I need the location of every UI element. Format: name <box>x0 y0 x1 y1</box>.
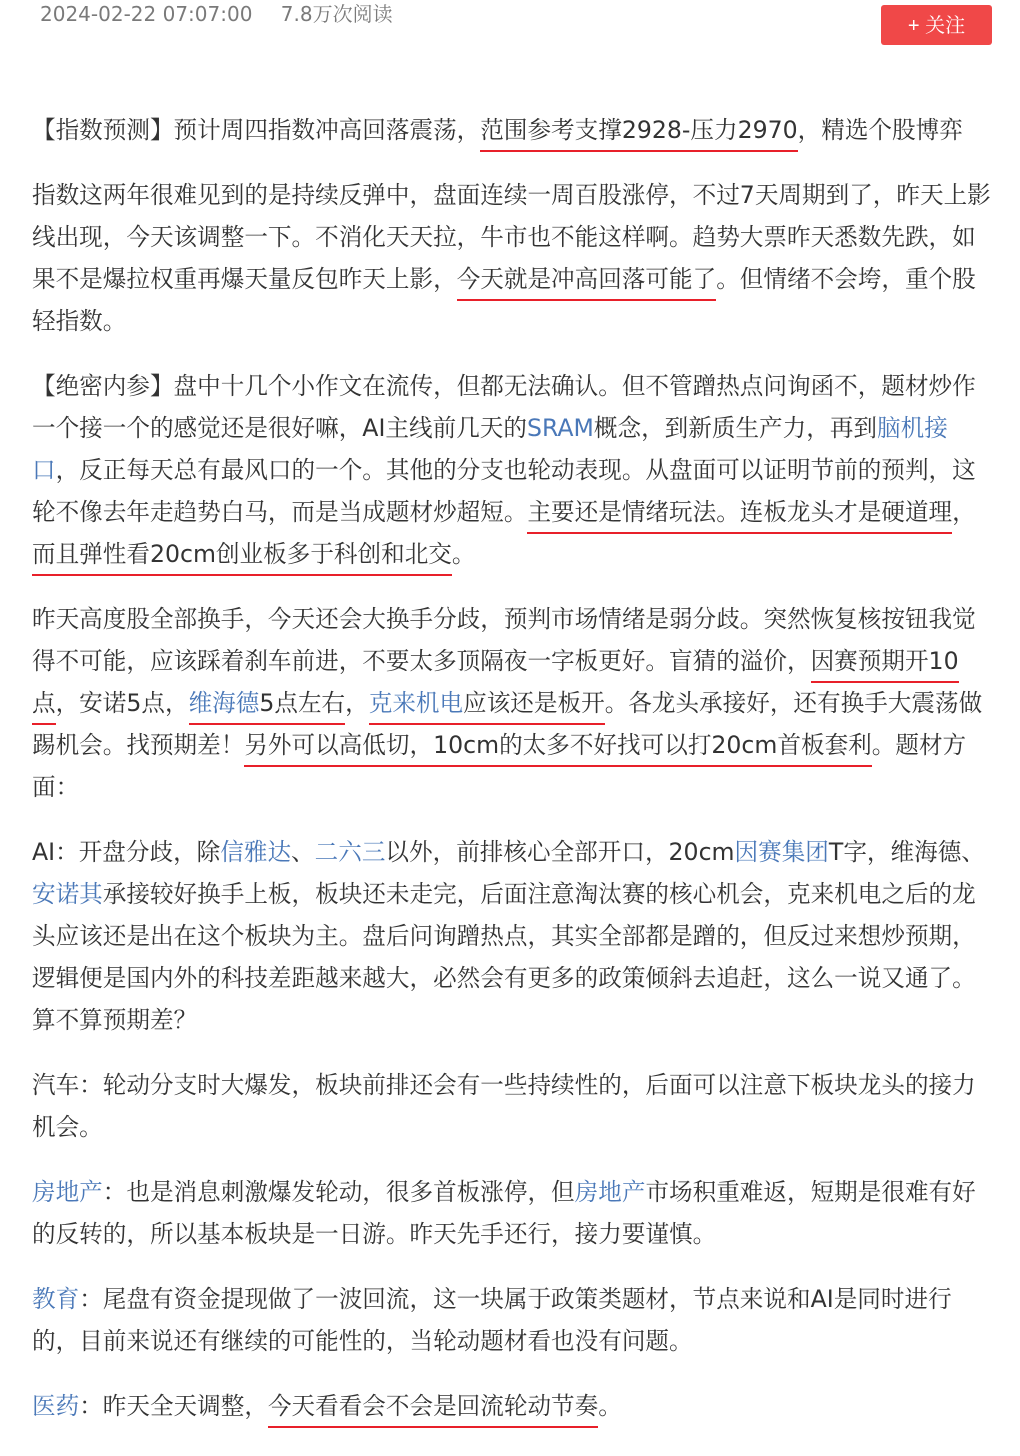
paragraph-text: 市场积重难返，短期是很难有好的反转的，所以基本板块是一日游。昨天先手还行，接力要谨慎。 <box>32 1178 976 1248</box>
article-paragraph <box>32 1278 994 1362</box>
view-count: 7.8万次阅读 <box>280 2 393 26</box>
stock-link[interactable]: 房地产 <box>574 1178 646 1206</box>
stock-link[interactable]: 克来机电 <box>369 689 463 725</box>
paragraph-text: ， <box>952 498 976 526</box>
highlighted-text: 今天看看会不会是回流轮动节奏 <box>268 1392 598 1428</box>
paragraph-text: ：尾盘有资金提现做了一波回流，这一块属于政策类题材，节点来说和AI是同时进行的，目前来说还有继续的可能性的，当轮动题材看也没有问题。 <box>32 1285 952 1355</box>
paragraph-text: 【绝密内参】盘中十几个小作文在流传，但都无法确认。但不管蹭热点问询函不，题材炒作一个接一个的感觉还是很好嘛，AI主线前几天的 <box>32 372 976 442</box>
article-paragraph <box>32 831 994 1041</box>
highlighted-text: 范围参考支撑2928-压力2970 <box>480 116 797 152</box>
article-meta <box>40 0 415 28</box>
paragraph-text: 。 <box>598 1392 622 1420</box>
highlighted-text: 应该还是板开 <box>463 689 605 725</box>
follow-button[interactable]: + 关注 <box>881 5 992 45</box>
paragraph-text: 指数这两年很难见到的是持续反弹中，盘面连续一周百股涨停，不过7天周期到了，昨天上影线出现，今天该调整一下。不消化天天拉，牛市也不能这样啊。趋势大票昨天悉数先跌，如果不是爆拉权重再爆天量反包昨天上影， <box>32 181 991 293</box>
paragraph-text: 。各龙头承接好，还有换手大震荡做踢机会。找预期差！ <box>32 689 983 759</box>
highlighted-text: 另外可以高低切，10cm的太多不好找可以打20cm首板套利 <box>244 731 871 767</box>
article-body <box>32 109 994 1450</box>
stock-link[interactable]: 信雅达 <box>220 838 292 866</box>
paragraph-text: ：也是消息刺激爆发轮动，很多首板涨停，但 <box>102 1178 575 1206</box>
paragraph-text: 汽车：轮动分支时大爆发，板块前排还会有一些持续性的，后面可以注意下板块龙头的接力机会。 <box>32 1071 976 1141</box>
paragraph-text: 。但情绪不会垮，重个股轻指数。 <box>32 265 976 335</box>
stock-link[interactable]: SRAM <box>526 414 594 442</box>
paragraph-text: ：昨天全天调整， <box>79 1392 268 1420</box>
article-paragraph <box>32 365 994 575</box>
article-paragraph <box>32 1385 994 1427</box>
highlighted-text: 而且弹性看20cm创业板多于科创和北交 <box>32 540 452 576</box>
paragraph-text: 昨天高度股全部换手，今天还会大换手分歧，预判市场情绪是弱分歧。突然恢复核按钮我觉得不可能，应该踩着刹车前进，不要太多顶隔夜一字板更好。盲猜的溢价， <box>32 605 976 675</box>
paragraph-text: AI：开盘分歧，除 <box>32 838 221 866</box>
paragraph-text: T字，维海德、 <box>828 838 985 866</box>
paragraph-text: ， <box>345 689 369 717</box>
stock-link[interactable]: 安诺其 <box>32 880 103 908</box>
paragraph-text: ，精选个股博弈 <box>797 116 963 144</box>
stock-link[interactable]: 医药 <box>32 1392 80 1420</box>
paragraph-text: 【指数预测】预计周四指数冲高回落震荡， <box>32 116 481 144</box>
article-paragraph <box>32 1064 994 1148</box>
paragraph-text: 承接较好换手上板，板块还未走完，后面注意淘汰赛的核心机会，克来机电之后的龙头应该还是出在这个板块为主。盘后问询蹭热点，其实全部都是蹭的，但反过来想炒预期，逻辑便是国内外的科技差距越来越大，必然会有更多的政策倾斜去追赶，这么一说又通了。算不算预期差？ <box>32 880 976 1034</box>
stock-link[interactable]: 脑机接口 <box>32 414 948 484</box>
highlighted-text: 因赛预期开10点 <box>32 647 959 725</box>
stock-link[interactable]: 教育 <box>32 1285 80 1313</box>
paragraph-text: 。 <box>451 540 476 568</box>
article-paragraph <box>32 1171 994 1255</box>
paragraph-text: 以外，前排核心全部开口，20cm <box>385 838 735 866</box>
stock-link[interactable]: 二六三 <box>314 838 386 866</box>
highlighted-text: 5点左右 <box>259 689 345 725</box>
article-paragraph <box>32 598 994 808</box>
publish-date: 2024-02-22 07:07:00 <box>40 2 253 26</box>
paragraph-text: 。题材方面： <box>32 731 967 801</box>
paragraph-text: 、 <box>291 838 315 866</box>
paragraph-text: ，反正每天总有最风口的一个。其他的分支也轮动表现。从盘面可以证明节前的预判，这轮不像去年走趋势白马，而是当成题材炒超短。 <box>32 456 976 526</box>
highlighted-text: 今天就是冲高回落可能了 <box>457 265 717 301</box>
article-paragraph <box>32 174 994 342</box>
highlighted-text: 主要还是情绪玩法。连板龙头才是硬道理 <box>527 498 952 534</box>
stock-link[interactable]: 房地产 <box>32 1178 103 1206</box>
paragraph-text: ，安诺5点， <box>55 689 189 717</box>
paragraph-text: 概念，到新质生产力，再到 <box>593 414 878 442</box>
article-paragraph <box>32 109 994 151</box>
stock-link[interactable]: 维海德 <box>189 689 260 725</box>
stock-link[interactable]: 因赛集团 <box>734 838 829 866</box>
